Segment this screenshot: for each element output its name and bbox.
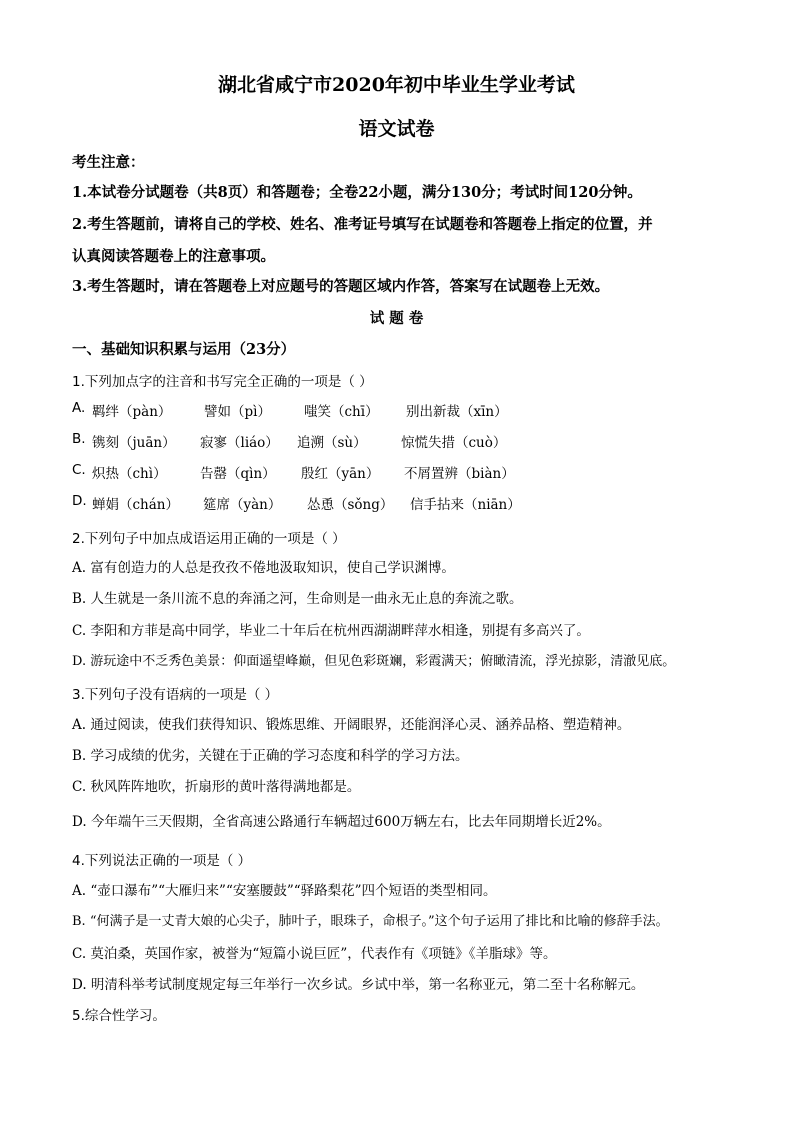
- exam-title: 湖北省咸宁市2020年初中毕业生学业考试: [218, 74, 575, 96]
- notice-item-3: 3.考生答题时，请在答题卷上对应题号的答题区域内作答，答案写在试题卷上无效。: [72, 278, 610, 295]
- option-label: A.: [72, 400, 86, 416]
- option-item: 筵席（yàn）: [203, 497, 282, 513]
- option-item: 镌刻（juān）: [92, 435, 176, 451]
- q2-option-C: C. 李阳和方菲是高中同学，毕业二十年后在杭州西湖湖畔萍水相逢，别提有多高兴了。: [72, 623, 590, 639]
- section-heading: 试 题 卷: [369, 310, 424, 327]
- option-item: 惊慌失措（cuò）: [401, 435, 507, 451]
- option-item: 别出新裁（xīn）: [406, 404, 508, 420]
- q4-stem: 4.下列说法正确的一项是（ ）: [72, 853, 252, 869]
- option-label: C.: [72, 462, 86, 478]
- notice-item-1: 1.本试卷分试题卷（共8页）和答题卷；全卷22小题，满分130分；考试时间120分钟。: [72, 184, 642, 201]
- option-label: B.: [72, 431, 86, 447]
- part-1-heading: 一、基础知识积累与运用（23分）: [72, 341, 296, 358]
- q2-option-B: B. 人生就是一条川流不息的奔涌之河，生命则是一曲永无止息的奔流之歌。: [72, 591, 523, 607]
- option-item: 不屑置辨（biàn）: [404, 466, 515, 482]
- notice-item-2-line-1: 2.考生答题前，请将自己的学校、姓名、准考证号填写在试题卷和答题卷上指定的位置，并: [72, 216, 653, 233]
- option-item: 追溯（sù）: [297, 435, 367, 451]
- q3-stem: 3.下列句子没有语病的一项是（ ）: [72, 687, 279, 703]
- notice-heading: 考生注意：: [72, 154, 145, 171]
- option-item: 炽热（chì）: [92, 466, 167, 482]
- option-item: 寂寥（liáo）: [200, 435, 279, 451]
- q3-option-D: D. 今年端午三天假期，全省高速公路通行车辆超过600万辆左右，比去年同期增长近2%。: [72, 814, 611, 830]
- q2-option-A: A. 富有创造力的人总是孜孜不倦地汲取知识，使自己学识渊博。: [72, 560, 455, 576]
- q3-option-B: B. 学习成绩的优劣，关键在于正确的学习态度和科学的学习方法。: [72, 748, 469, 764]
- q1-stem: 1.下列加点字的注音和书写完全正确的一项是（ ）: [72, 374, 373, 390]
- option-item: 羁绊（pàn）: [92, 404, 172, 420]
- option-item: 嗤笑（chī）: [304, 404, 379, 420]
- option-item: 怂恿（sǒng）: [307, 497, 394, 513]
- q4-option-D: D. 明清科举考试制度规定每三年举行一次乡试。乡试中举，第一名称亚元，第二至十名称解元。: [72, 977, 645, 993]
- q2-stem: 2.下列句子中加点成语运用正确的一项是（ ）: [72, 531, 346, 547]
- q4-option-C: C. 莫泊桑，英国作家，被誉为“短篇小说巨匠”，代表作有《项链》《羊脂球》等。: [72, 946, 557, 962]
- q5-stem: 5.综合性学习。: [72, 1008, 166, 1024]
- q3-option-A: A. 通过阅读，使我们获得知识、锻炼思维、开阔眼界，还能润泽心灵、涵养品格、塑造精神。: [72, 717, 631, 733]
- q3-option-C: C. 秋风阵阵地吹，折扇形的黄叶落得满地都是。: [72, 779, 361, 795]
- q4-option-A: A. “壶口瀑布”“大雁归来”“安塞腰鼓”“驿路梨花”四个短语的类型相同。: [72, 883, 497, 899]
- option-item: 告罄（qìn）: [200, 466, 276, 482]
- option-item: 信手拈来（niān）: [410, 497, 521, 513]
- exam-subtitle: 语文试卷: [358, 118, 435, 140]
- option-item: 殷红（yān）: [301, 466, 380, 482]
- notice-item-2-line-2: 认真阅读答题卷上的注意事项。: [72, 248, 275, 265]
- option-item: 譬如（pì）: [204, 404, 271, 420]
- option-item: 蝉娟（chán）: [92, 497, 179, 513]
- q2-option-D: D. 游玩途中不乏秀色美景：仰面遥望峰巅，但见色彩斑斓，彩霞满天；俯瞰清流，浮光掠影，清澈见底。: [72, 654, 676, 669]
- q4-option-B: B. “何满子是一丈青大娘的心尖子，肺叶子，眼珠子，命根子。”这个句子运用了排比和比喻的修辞手法。: [72, 914, 669, 929]
- option-label: D.: [72, 493, 87, 509]
